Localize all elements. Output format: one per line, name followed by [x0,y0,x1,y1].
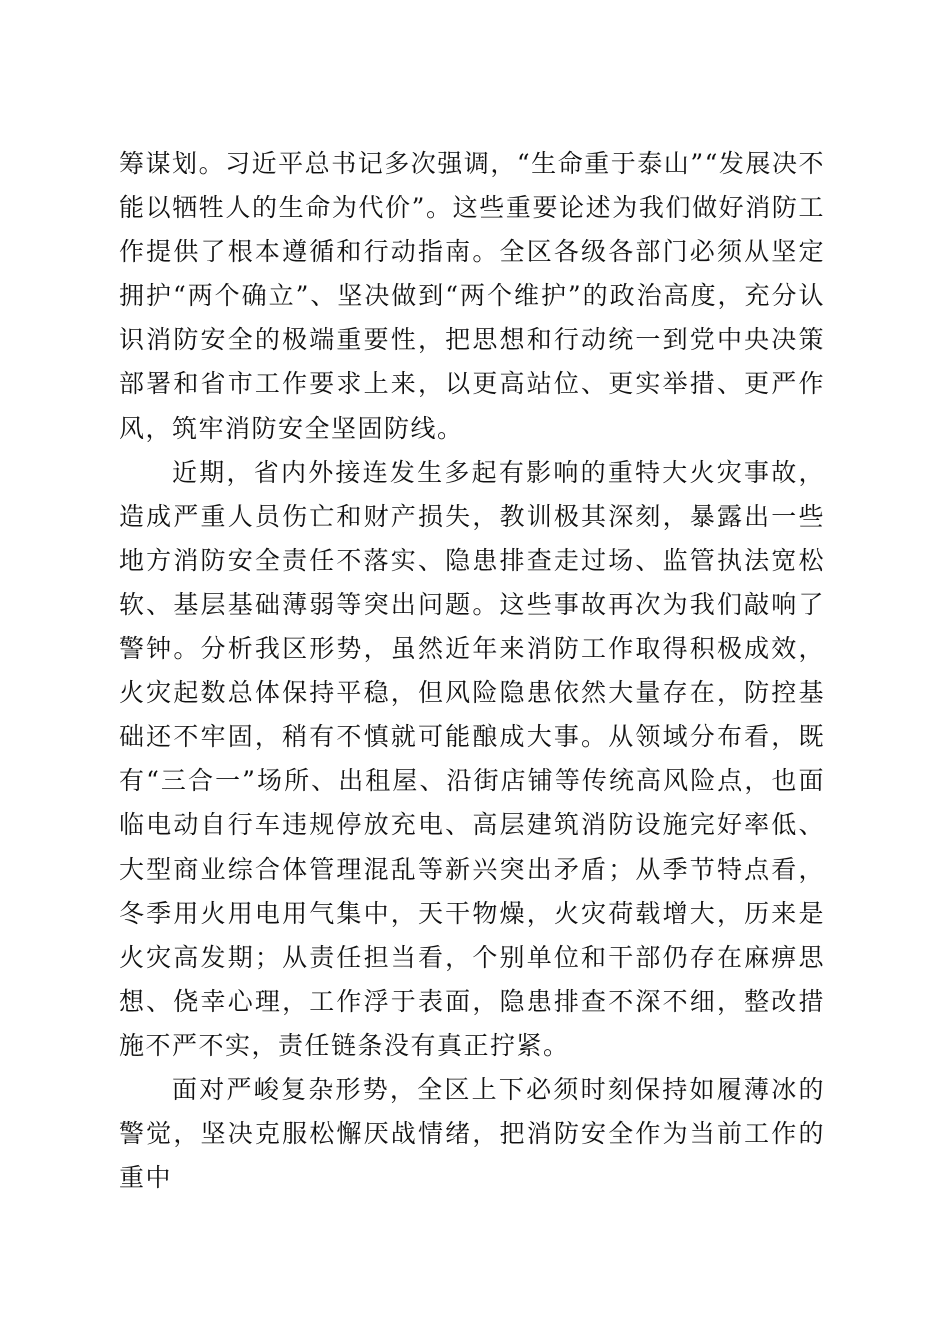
document-body [119,142,825,1200]
paragraph-1: 筹谋划。习近平总书记多次强调，“生命重于泰山”“发展决不能以牺牲人的生命为代价”。这些重要论述为我们做好消防工作提供了根本遵循和行动指南。全区各级各部门必须从坚定拥护“两个确立”、坚决做到“两个维护”的政治高度，充分认识消防安全的极端重要性，把思想和行动统一到党中央决策部署和省市工作要求上来，以更高站位、更实举措、更严作风，筑牢消防安全坚固防线。 [119,149,825,443]
paragraph-3: 面对严峻复杂形势，全区上下必须时刻保持如履薄冰的警觉，坚决克服松懈厌战情绪，把消防安全作为当前工作的重中 [119,1074,825,1193]
paragraph-2: 近期，省内外接连发生多起有影响的重特大火灾事故，造成严重人员伤亡和财产损失，教训极其深刻，暴露出一些地方消防安全责任不落实、隐患排查走过场、监管执法宽松软、基层基础薄弱等突出问题。这些事故再次为我们敲响了警钟。分析我区形势，虽然近年来消防工作取得积极成效，火灾起数总体保持平稳，但风险隐患依然大量存在，防控基础还不牢固，稍有不慎就可能酿成大事。从领域分布看，既有“三合一”场所、出租屋、沿街店铺等传统高风险点，也面临电动自行车违规停放充电、高层建筑消防设施完好率低、大型商业综合体管理混乱等新兴突出矛盾；从季节特点看，冬季用火用电用气集中，天干物燥，火灾荷载增大，历来是火灾高发期；从责任担当看，个别单位和干部仍存在麻痹思想、侥幸心理，工作浮于表面，隐患排查不深不细，整改措施不严不实，责任链条没有真正拧紧。 [119,457,825,1060]
